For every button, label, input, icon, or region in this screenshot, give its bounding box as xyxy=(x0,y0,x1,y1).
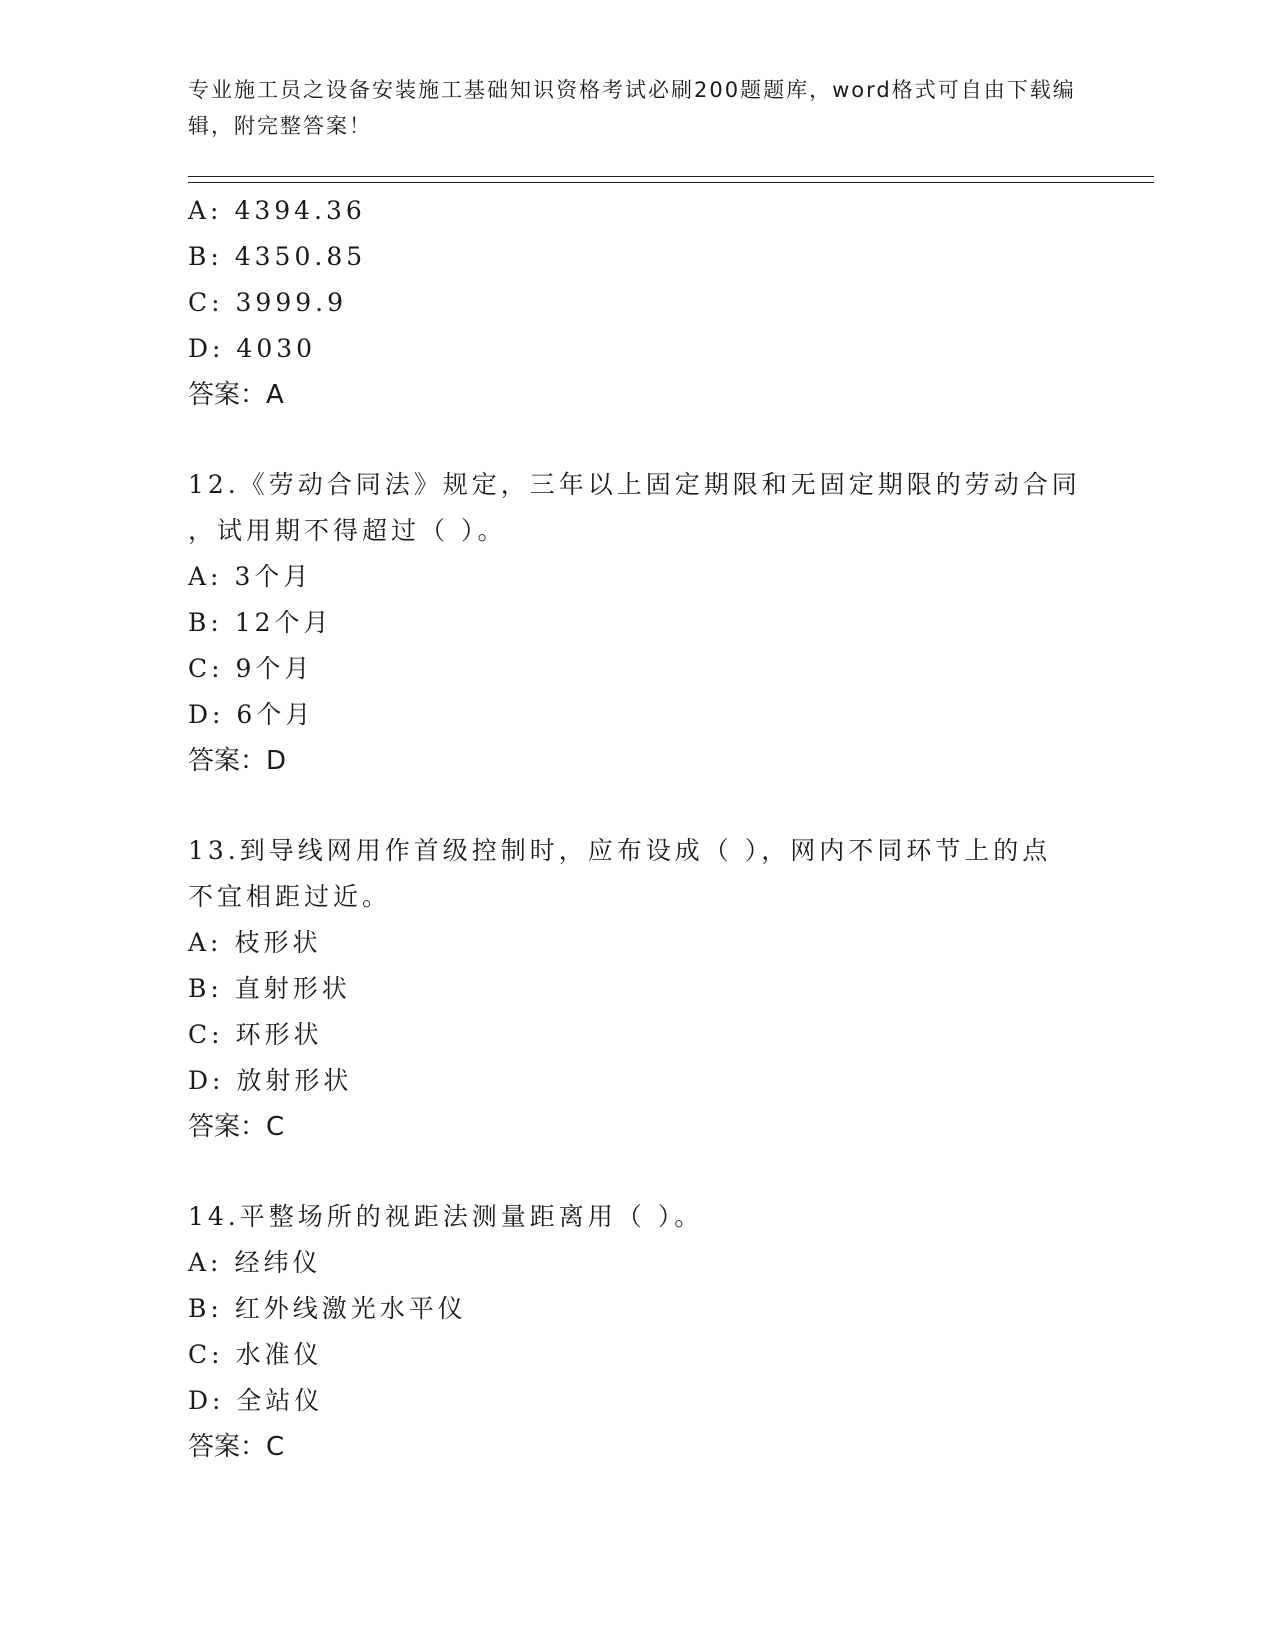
question-12 xyxy=(188,462,1088,784)
option-c: C: 水准仪 xyxy=(188,1340,323,1369)
option-d: D: 放射形状 xyxy=(188,1066,353,1095)
question-stem: 12.《劳动合同法》规定，三年以上固定期限和无固定期限的劳动合同 ，试用期不得超过（ ）。 xyxy=(188,470,1081,545)
header-divider-top xyxy=(188,176,1154,177)
option-d: D: 6个月 xyxy=(188,700,315,729)
option-a: A: 枝形状 xyxy=(188,928,322,957)
option-c: C: 3999.9 xyxy=(188,288,347,317)
option-d: D: 4030 xyxy=(188,334,317,363)
question-stem: 13.到导线网用作首级控制时，应布设成（ ），网内不同环节上的点 不宜相距过近。 xyxy=(188,836,1052,911)
option-b: B: 12个月 xyxy=(188,608,333,637)
question-14 xyxy=(188,1194,1088,1470)
header-divider-bottom xyxy=(188,182,1154,183)
option-c: C: 9个月 xyxy=(188,654,314,683)
answer-line: 答案：C xyxy=(188,1432,285,1462)
answer-line: 答案：A xyxy=(188,380,284,410)
option-a: A: 经纬仪 xyxy=(188,1248,322,1277)
prev-question xyxy=(188,188,1088,418)
option-b: B: 红外线激光水平仪 xyxy=(188,1294,467,1323)
question-list xyxy=(188,188,1088,1470)
answer-line: 答案：C xyxy=(188,1112,285,1142)
option-c: C: 环形状 xyxy=(188,1020,323,1049)
question-13 xyxy=(188,828,1088,1150)
question-stem: 14.平整场所的视距法测量距离用（ ）。 xyxy=(188,1202,704,1231)
option-a: A: 4394.36 xyxy=(188,196,366,225)
option-a: A: 3个月 xyxy=(188,562,313,591)
option-b: B: 直射形状 xyxy=(188,974,351,1003)
option-d: D: 全站仪 xyxy=(188,1386,324,1415)
option-b: B: 4350.85 xyxy=(188,242,367,271)
answer-line: 答案：D xyxy=(188,746,287,776)
document-header: 专业施工员之设备安装施工基础知识资格考试必刷200题题库，word格式可自由下载编辑，附完整答案！ xyxy=(188,78,1076,138)
